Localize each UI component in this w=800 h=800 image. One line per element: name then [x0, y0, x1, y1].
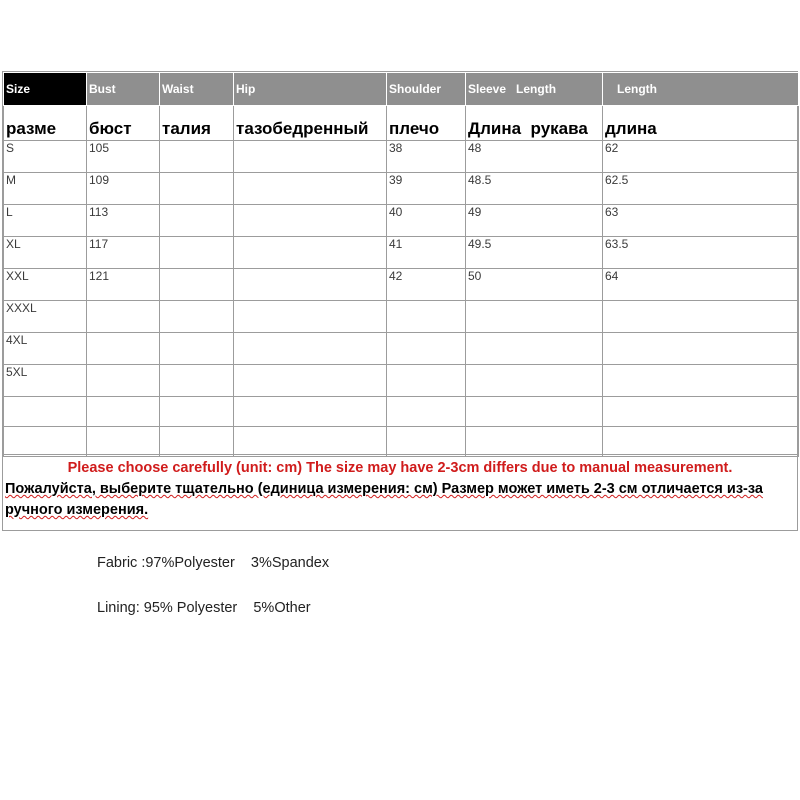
cell	[87, 397, 160, 427]
cell	[160, 397, 234, 427]
header-bust: Bust	[87, 73, 160, 106]
table-row	[4, 237, 799, 269]
cell: 40	[387, 205, 466, 237]
cell	[603, 427, 799, 457]
cell: 50	[466, 269, 603, 301]
header-row-ru	[4, 106, 799, 141]
cell	[603, 397, 799, 427]
header-ru-waist: талия	[160, 106, 234, 141]
lining-info: Lining: 95% Polyester 5%Other	[97, 600, 311, 616]
cell: 48.5	[466, 173, 603, 205]
size-table	[3, 72, 799, 457]
cell	[234, 397, 387, 427]
cell	[387, 427, 466, 457]
cell	[603, 333, 799, 365]
cell: XXXL	[4, 301, 87, 333]
header-sleeve-length: Sleeve Length	[466, 73, 603, 106]
table-row	[4, 365, 799, 397]
cell	[160, 269, 234, 301]
cell	[160, 141, 234, 173]
cell	[234, 205, 387, 237]
header-ru-size: разме	[4, 106, 87, 141]
cell	[160, 205, 234, 237]
table-row	[4, 141, 799, 173]
cell	[234, 365, 387, 397]
cell	[603, 301, 799, 333]
cell	[160, 301, 234, 333]
table-row	[4, 427, 799, 457]
cell	[87, 365, 160, 397]
cell: 48	[466, 141, 603, 173]
cell: 63	[603, 205, 799, 237]
cell	[387, 301, 466, 333]
cell: 49.5	[466, 237, 603, 269]
cell: 113	[87, 205, 160, 237]
cell: 39	[387, 173, 466, 205]
cell: 5XL	[4, 365, 87, 397]
cell	[87, 333, 160, 365]
header-ru-hip: тазобедренный	[234, 106, 387, 141]
cell	[234, 237, 387, 269]
cell	[160, 365, 234, 397]
fabric-info: Fabric :97%Polyester 3%Spandex	[97, 555, 330, 571]
header-shoulder: Shoulder	[387, 73, 466, 106]
cell: 63.5	[603, 237, 799, 269]
cell	[160, 333, 234, 365]
cell: 62.5	[603, 173, 799, 205]
note-russian: Пожалуйста, выберите тщательно (единица измерения: см) Размер может иметь 2-3 см отличается из-за ручного измерения.	[5, 481, 763, 518]
notes-section	[3, 454, 797, 531]
cell	[160, 173, 234, 205]
cell: 4XL	[4, 333, 87, 365]
cell	[387, 333, 466, 365]
cell: S	[4, 141, 87, 173]
size-chart	[2, 71, 798, 531]
cell: 38	[387, 141, 466, 173]
cell	[466, 397, 603, 427]
cell	[234, 141, 387, 173]
header-ru-bust: бюст	[87, 106, 160, 141]
cell	[160, 237, 234, 269]
header-ru-length: длина	[603, 106, 799, 141]
header-ru-shoulder: плечо	[387, 106, 466, 141]
header-length: Length	[603, 73, 799, 106]
cell	[87, 427, 160, 457]
header-hip: Hip	[234, 73, 387, 106]
cell: 41	[387, 237, 466, 269]
cell: 62	[603, 141, 799, 173]
cell	[387, 397, 466, 427]
cell	[466, 333, 603, 365]
note-english: Please choose carefully (unit: cm) The size may have 2-3cm differs due to manual measurement.	[67, 460, 733, 476]
cell: 49	[466, 205, 603, 237]
cell	[4, 397, 87, 427]
cell: XXL	[4, 269, 87, 301]
cell	[4, 427, 87, 457]
cell	[234, 269, 387, 301]
table-row	[4, 269, 799, 301]
cell: XL	[4, 237, 87, 269]
cell	[466, 427, 603, 457]
table-row	[4, 173, 799, 205]
cell	[234, 173, 387, 205]
cell	[603, 365, 799, 397]
cell	[234, 333, 387, 365]
cell: 105	[87, 141, 160, 173]
cell	[466, 365, 603, 397]
cell	[466, 301, 603, 333]
table-row	[4, 397, 799, 427]
table-row	[4, 205, 799, 237]
cell: 109	[87, 173, 160, 205]
cell: 42	[387, 269, 466, 301]
cell: M	[4, 173, 87, 205]
cell	[387, 365, 466, 397]
cell: 121	[87, 269, 160, 301]
table-row	[4, 301, 799, 333]
header-waist: Waist	[160, 73, 234, 106]
cell: L	[4, 205, 87, 237]
cell: 117	[87, 237, 160, 269]
table-row	[4, 333, 799, 365]
cell	[234, 427, 387, 457]
cell	[87, 301, 160, 333]
cell	[234, 301, 387, 333]
header-ru-sleeve-length: Длина рукава	[466, 106, 603, 141]
header-row-en	[4, 73, 799, 106]
cell	[160, 427, 234, 457]
header-size: Size	[4, 73, 87, 106]
cell: 64	[603, 269, 799, 301]
